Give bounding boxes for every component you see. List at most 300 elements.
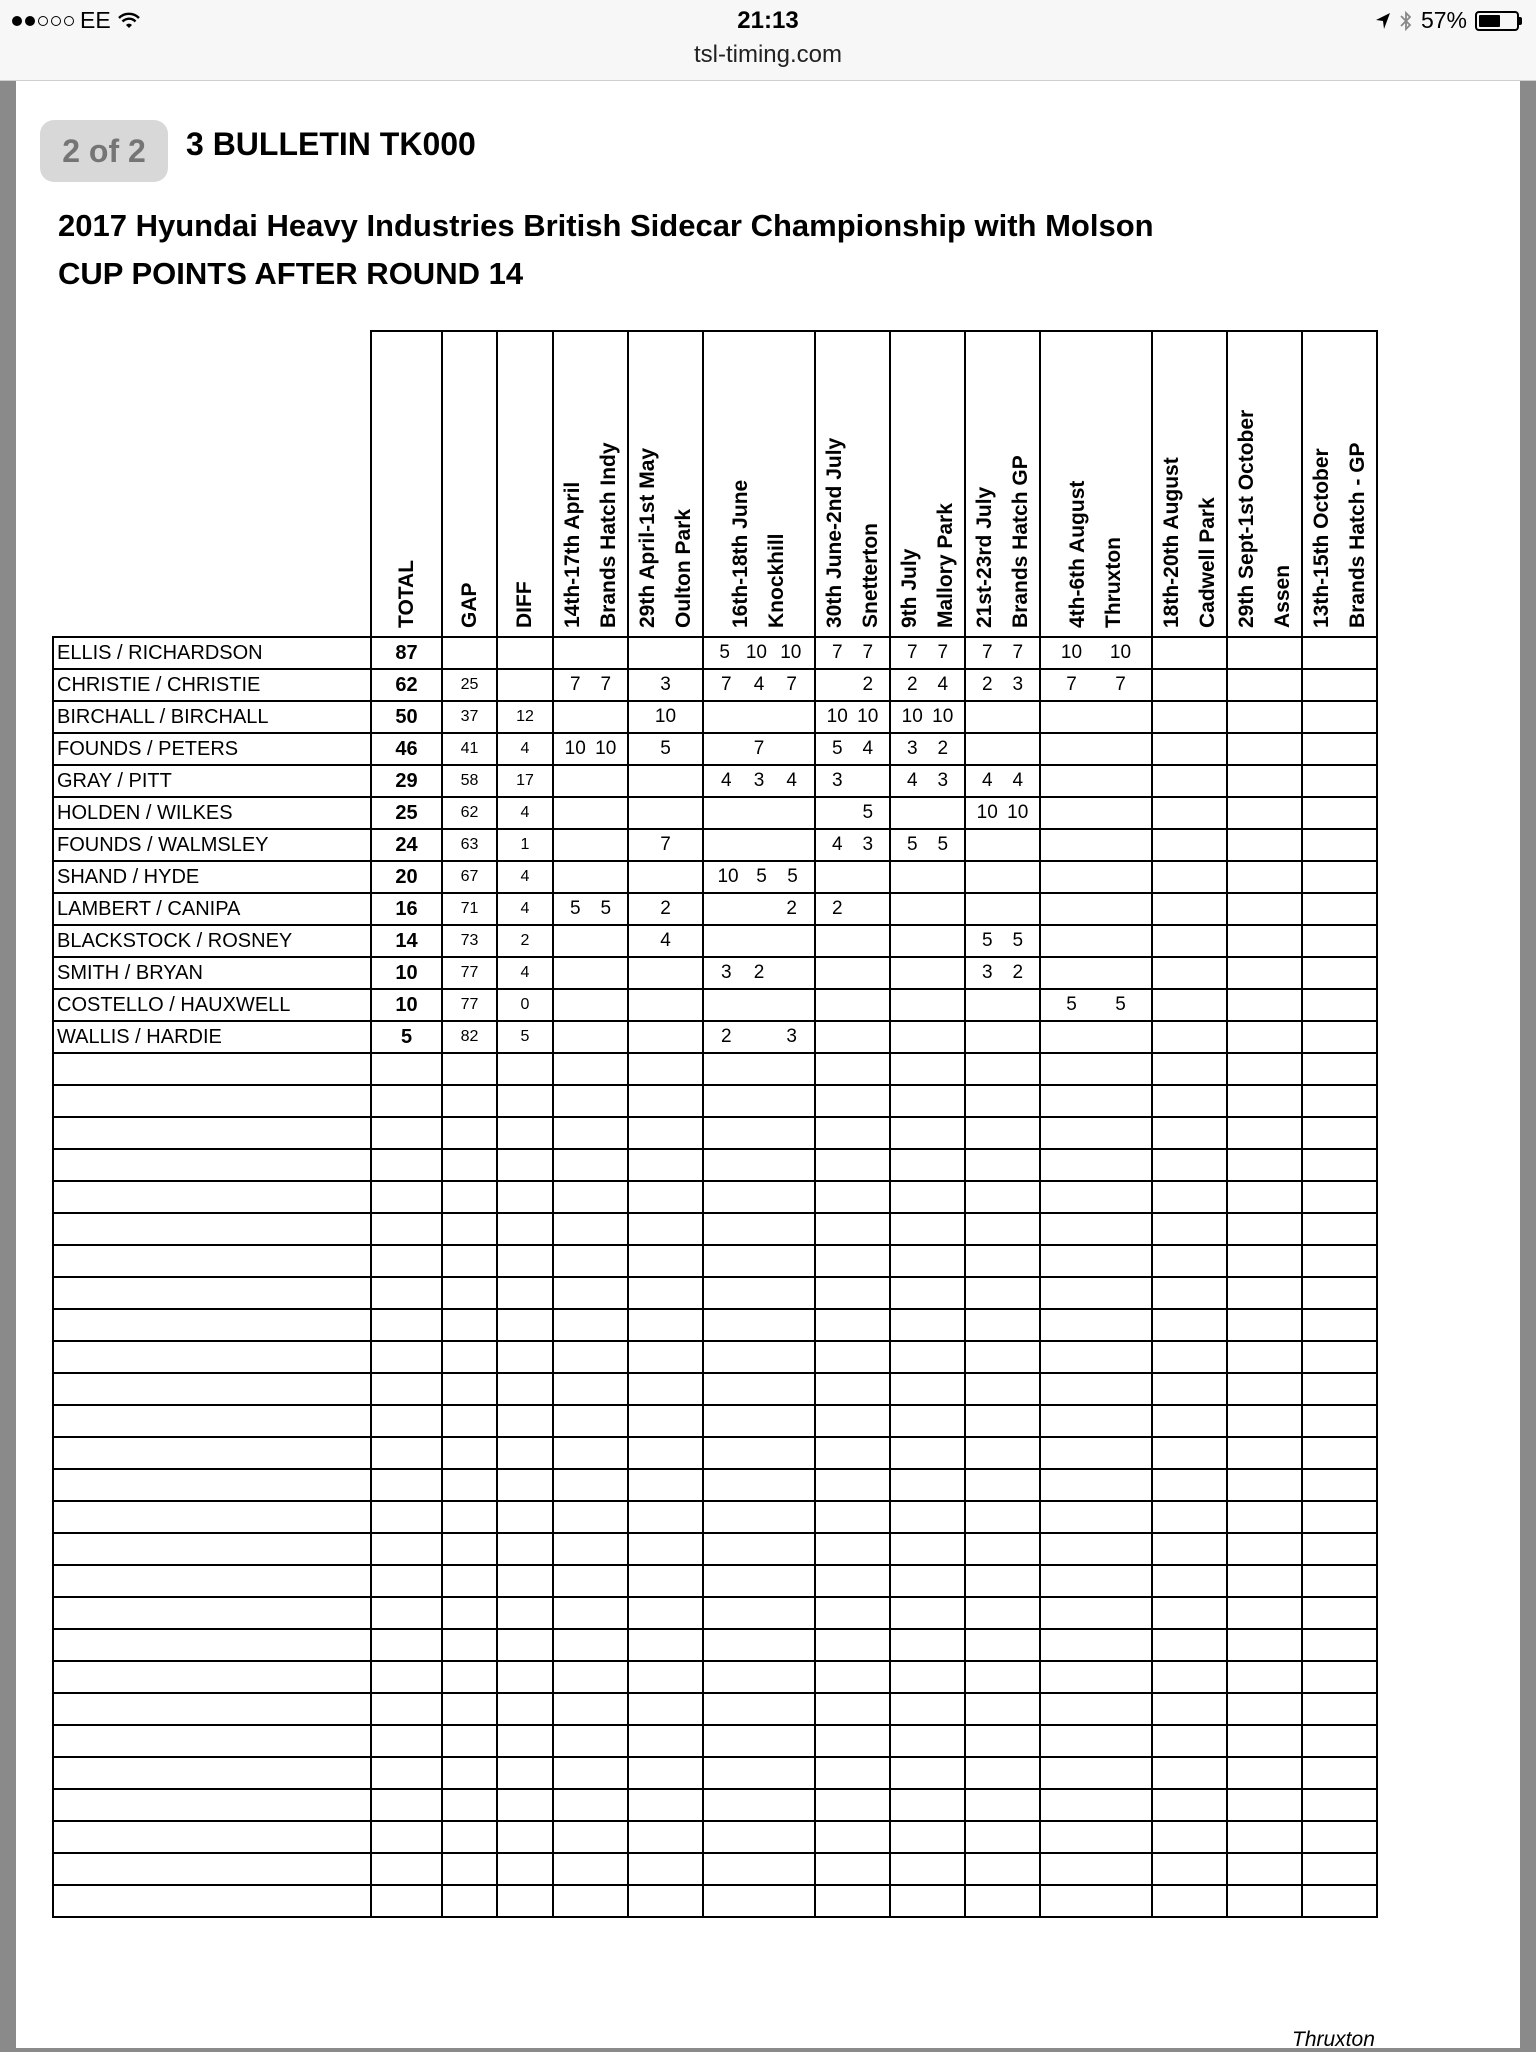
empty-cell — [1152, 1117, 1227, 1149]
gap-value: 77 — [442, 989, 497, 1021]
round-points-cell — [965, 829, 1040, 861]
empty-cell — [1152, 1501, 1227, 1533]
round-points-cell — [628, 1021, 703, 1053]
empty-cell — [890, 1309, 965, 1341]
empty-cell — [553, 1053, 628, 1085]
empty-cell — [890, 1117, 965, 1149]
round-column-header: 29th Sept-1st October Assen — [1227, 331, 1302, 637]
race-points: 10 — [1007, 802, 1029, 823]
empty-cell — [965, 1405, 1040, 1437]
round-points-cell — [890, 701, 965, 733]
round-points-cell — [553, 989, 628, 1021]
round-points-cell — [553, 861, 628, 893]
empty-table-row — [53, 1117, 1377, 1149]
url-bar[interactable] — [0, 40, 1536, 81]
race-points: 10 — [564, 738, 586, 759]
round-points-cell — [965, 637, 1040, 669]
empty-cell — [1040, 1501, 1152, 1533]
empty-cell — [815, 1053, 890, 1085]
race-points: 3 — [937, 770, 949, 791]
empty-cell — [628, 1405, 703, 1437]
round-column-header: 16th-18th June Knockhill — [703, 331, 815, 637]
empty-cell — [1040, 1469, 1152, 1501]
empty-cell — [628, 1693, 703, 1725]
empty-cell — [53, 1757, 371, 1789]
round-points-cell — [1302, 765, 1377, 797]
empty-cell — [703, 1213, 815, 1245]
race-points: 7 — [786, 674, 797, 695]
empty-cell — [371, 1405, 442, 1437]
round-points-cell — [628, 989, 703, 1021]
empty-cell — [1227, 1213, 1302, 1245]
round-points-cell — [703, 669, 815, 701]
empty-table-row — [53, 1821, 1377, 1853]
empty-cell — [815, 1661, 890, 1693]
diff-value: 17 — [497, 765, 553, 797]
round-points-cell — [1227, 957, 1302, 989]
empty-cell — [53, 1053, 371, 1085]
table-body — [53, 637, 1377, 1917]
round-points-cell — [1040, 1021, 1152, 1053]
empty-cell — [703, 1597, 815, 1629]
race-points: 2 — [862, 674, 874, 695]
empty-cell — [1227, 1309, 1302, 1341]
empty-table-row — [53, 1853, 1377, 1885]
race-points: 4 — [906, 770, 918, 791]
race-points: 3 — [862, 834, 874, 855]
table-row — [53, 925, 1377, 957]
empty-cell — [965, 1629, 1040, 1661]
empty-cell — [1227, 1373, 1302, 1405]
race-points: 5 — [906, 834, 918, 855]
race-points: 3 — [981, 962, 993, 983]
empty-cell — [703, 1821, 815, 1853]
empty-cell — [1152, 1853, 1227, 1885]
empty-cell — [815, 1245, 890, 1277]
round-points-cell — [890, 733, 965, 765]
empty-cell — [497, 1277, 553, 1309]
empty-cell — [553, 1597, 628, 1629]
empty-cell — [53, 1405, 371, 1437]
empty-cell — [1227, 1277, 1302, 1309]
competitor-name: LAMBERT / CANIPA — [53, 893, 371, 925]
empty-cell — [1302, 1789, 1377, 1821]
race-points: 5 — [831, 738, 843, 759]
round-points-cell — [965, 989, 1040, 1021]
empty-cell — [890, 1053, 965, 1085]
empty-cell — [815, 1213, 890, 1245]
race-points: 5 — [719, 642, 730, 663]
race-points: 4 — [1012, 770, 1024, 791]
empty-cell — [1302, 1149, 1377, 1181]
empty-cell — [1227, 1181, 1302, 1213]
empty-cell — [628, 1245, 703, 1277]
race-points: 4 — [786, 770, 797, 791]
round-points-cell — [628, 669, 703, 701]
empty-cell — [1302, 1277, 1377, 1309]
empty-cell — [1302, 1821, 1377, 1853]
race-points: 7 — [721, 674, 732, 695]
round-points-cell — [1040, 701, 1152, 733]
empty-cell — [53, 1565, 371, 1597]
round-points-cell — [628, 797, 703, 829]
round-points-cell — [890, 957, 965, 989]
empty-cell — [1302, 1373, 1377, 1405]
race-points: 10 — [1060, 642, 1083, 663]
empty-table-row — [53, 1245, 1377, 1277]
empty-cell — [1152, 1309, 1227, 1341]
empty-cell — [53, 1181, 371, 1213]
empty-cell — [815, 1117, 890, 1149]
empty-cell — [497, 1853, 553, 1885]
empty-cell — [628, 1373, 703, 1405]
race-points: 2 — [1012, 962, 1024, 983]
round-points-cell — [1302, 637, 1377, 669]
empty-cell — [703, 1693, 815, 1725]
empty-cell — [497, 1533, 553, 1565]
empty-cell — [1152, 1789, 1227, 1821]
battery-fill — [1479, 15, 1500, 27]
round-points-cell — [1302, 893, 1377, 925]
round-points-cell — [628, 637, 703, 669]
empty-cell — [890, 1661, 965, 1693]
gap-value: 67 — [442, 861, 497, 893]
empty-cell — [53, 1885, 371, 1917]
empty-cell — [965, 1693, 1040, 1725]
diff-value — [497, 637, 553, 669]
empty-cell — [890, 1277, 965, 1309]
round-points-cell — [890, 669, 965, 701]
empty-cell — [815, 1309, 890, 1341]
empty-cell — [497, 1597, 553, 1629]
empty-cell — [703, 1085, 815, 1117]
race-points: 7 — [1066, 674, 1077, 695]
empty-cell — [815, 1437, 890, 1469]
empty-cell — [965, 1277, 1040, 1309]
round-points-cell — [1302, 829, 1377, 861]
empty-cell — [703, 1629, 815, 1661]
diff-column-header: DIFF — [497, 331, 553, 637]
empty-table-row — [53, 1405, 1377, 1437]
empty-cell — [703, 1341, 815, 1373]
race-points — [751, 898, 767, 920]
empty-cell — [1152, 1821, 1227, 1853]
empty-cell — [703, 1853, 815, 1885]
empty-cell — [965, 1789, 1040, 1821]
race-points — [860, 770, 876, 792]
race-points: 7 — [569, 674, 581, 695]
round-points-cell — [1040, 829, 1152, 861]
empty-cell — [53, 1789, 371, 1821]
empty-cell — [497, 1789, 553, 1821]
empty-cell — [553, 1085, 628, 1117]
empty-cell — [1152, 1437, 1227, 1469]
empty-cell — [53, 1629, 371, 1661]
empty-cell — [497, 1117, 553, 1149]
race-points: 10 — [826, 706, 848, 727]
diff-value: 4 — [497, 733, 553, 765]
round-points-cell — [1152, 701, 1227, 733]
diff-value: 2 — [497, 925, 553, 957]
empty-cell — [1152, 1597, 1227, 1629]
empty-table-row — [53, 1725, 1377, 1757]
empty-cell — [1040, 1885, 1152, 1917]
round-points-cell — [890, 989, 965, 1021]
empty-cell — [442, 1789, 497, 1821]
round-points-cell — [1227, 861, 1302, 893]
round-points-cell — [815, 733, 890, 765]
empty-cell — [1040, 1309, 1152, 1341]
empty-table-row — [53, 1501, 1377, 1533]
empty-cell — [628, 1181, 703, 1213]
empty-cell — [1152, 1725, 1227, 1757]
empty-cell — [442, 1533, 497, 1565]
empty-cell — [1152, 1213, 1227, 1245]
empty-cell — [1040, 1181, 1152, 1213]
round-points-cell — [1227, 1021, 1302, 1053]
round-points-cell — [1227, 925, 1302, 957]
empty-cell — [497, 1053, 553, 1085]
empty-cell — [442, 1725, 497, 1757]
empty-table-row — [53, 1533, 1377, 1565]
empty-cell — [815, 1373, 890, 1405]
empty-cell — [1152, 1469, 1227, 1501]
empty-cell — [497, 1245, 553, 1277]
race-points — [829, 674, 845, 696]
empty-cell — [890, 1693, 965, 1725]
empty-cell — [1302, 1437, 1377, 1469]
empty-cell — [1227, 1053, 1302, 1085]
empty-cell — [703, 1117, 815, 1149]
empty-cell — [1040, 1149, 1152, 1181]
round-points-cell — [1152, 1021, 1227, 1053]
empty-cell — [1302, 1565, 1377, 1597]
empty-cell — [1302, 1533, 1377, 1565]
round-points-cell — [1152, 765, 1227, 797]
round-points-cell — [815, 637, 890, 669]
empty-cell — [371, 1693, 442, 1725]
empty-cell — [497, 1629, 553, 1661]
round-points-cell — [553, 765, 628, 797]
round-points-cell — [965, 669, 1040, 701]
empty-cell — [815, 1789, 890, 1821]
empty-cell — [628, 1821, 703, 1853]
empty-cell — [1302, 1341, 1377, 1373]
round-points-cell — [703, 925, 815, 957]
competitor-name: SHAND / HYDE — [53, 861, 371, 893]
page-count-badge: 2 of 2 — [40, 120, 168, 182]
empty-cell — [1227, 1661, 1302, 1693]
round-points-cell — [1040, 893, 1152, 925]
race-points: 5 — [1012, 930, 1024, 951]
empty-cell — [1227, 1757, 1302, 1789]
race-points: 10 — [780, 642, 802, 663]
diff-value: 5 — [497, 1021, 553, 1053]
empty-cell — [628, 1501, 703, 1533]
empty-cell — [442, 1437, 497, 1469]
empty-cell — [703, 1757, 815, 1789]
empty-table-row — [53, 1373, 1377, 1405]
race-points: 4 — [753, 674, 765, 695]
diff-value: 1 — [497, 829, 553, 861]
empty-cell — [890, 1885, 965, 1917]
round-points-cell — [1040, 765, 1152, 797]
race-points: 10 — [745, 642, 767, 663]
empty-cell — [1227, 1565, 1302, 1597]
competitor-name: FOUNDS / WALMSLEY — [53, 829, 371, 861]
race-points: 7 — [862, 642, 874, 663]
round-points-cell — [1302, 957, 1377, 989]
round-points-cell — [553, 669, 628, 701]
race-points: 10 — [1109, 642, 1132, 663]
championship-title: 2017 Hyundai Heavy Industries British Sidecar Championship with Molson — [58, 208, 1154, 243]
race-points: 5 — [1115, 994, 1126, 1015]
empty-cell — [890, 1341, 965, 1373]
empty-table-row — [53, 1789, 1377, 1821]
empty-cell — [628, 1053, 703, 1085]
empty-cell — [553, 1821, 628, 1853]
race-points: 4 — [981, 770, 993, 791]
round-points-cell — [1227, 637, 1302, 669]
race-points: 5 — [756, 866, 767, 887]
total-points: 10 — [371, 957, 442, 989]
total-points: 16 — [371, 893, 442, 925]
empty-cell — [1302, 1629, 1377, 1661]
empty-cell — [628, 1725, 703, 1757]
empty-cell — [497, 1501, 553, 1533]
empty-cell — [442, 1853, 497, 1885]
empty-cell — [1152, 1149, 1227, 1181]
round-points-cell — [553, 637, 628, 669]
empty-cell — [703, 1533, 815, 1565]
empty-cell — [815, 1885, 890, 1917]
empty-cell — [442, 1405, 497, 1437]
empty-cell — [890, 1789, 965, 1821]
empty-cell — [1040, 1597, 1152, 1629]
empty-cell — [553, 1501, 628, 1533]
table-row — [53, 957, 1377, 989]
bulletin-title: 3 BULLETIN TK000 — [186, 126, 476, 162]
empty-cell — [1302, 1085, 1377, 1117]
round-points-cell — [1152, 861, 1227, 893]
round-points-cell — [703, 765, 815, 797]
empty-cell — [371, 1309, 442, 1341]
diff-value: 12 — [497, 701, 553, 733]
cup-points-table — [52, 330, 1378, 1918]
empty-cell — [1302, 1853, 1377, 1885]
competitor-name: HOLDEN / WILKES — [53, 797, 371, 829]
empty-cell — [553, 1213, 628, 1245]
diff-value — [497, 669, 553, 701]
empty-cell — [1152, 1277, 1227, 1309]
round-column-header: 13th-15th October Brands Hatch - GP — [1302, 331, 1377, 637]
empty-cell — [890, 1373, 965, 1405]
race-points: 7 — [1012, 642, 1024, 663]
table-row — [53, 1021, 1377, 1053]
empty-cell — [1227, 1341, 1302, 1373]
round-points-cell — [965, 893, 1040, 925]
race-points: 3 — [721, 962, 732, 983]
empty-cell — [703, 1725, 815, 1757]
empty-cell — [1152, 1181, 1227, 1213]
empty-table-row — [53, 1309, 1377, 1341]
empty-cell — [371, 1213, 442, 1245]
empty-cell — [553, 1181, 628, 1213]
round-points-cell — [703, 989, 815, 1021]
round-points-cell — [1152, 637, 1227, 669]
round-column-header: 4th-6th August Thruxton — [1040, 331, 1152, 637]
empty-cell — [497, 1757, 553, 1789]
empty-cell — [371, 1341, 442, 1373]
empty-cell — [628, 1085, 703, 1117]
empty-cell — [442, 1213, 497, 1245]
table-row — [53, 669, 1377, 701]
race-points: 5 — [1066, 994, 1077, 1015]
empty-cell — [628, 1213, 703, 1245]
round-points-cell — [1302, 925, 1377, 957]
empty-table-row — [53, 1149, 1377, 1181]
round-column-header: 29th April-1st May Oulton Park — [628, 331, 703, 637]
empty-cell — [1302, 1757, 1377, 1789]
empty-table-row — [53, 1469, 1377, 1501]
empty-table-row — [53, 1277, 1377, 1309]
table-row — [53, 733, 1377, 765]
empty-cell — [815, 1341, 890, 1373]
empty-cell — [890, 1181, 965, 1213]
round-points-cell — [965, 701, 1040, 733]
empty-cell — [628, 1533, 703, 1565]
empty-cell — [1152, 1757, 1227, 1789]
empty-cell — [371, 1277, 442, 1309]
empty-cell — [815, 1501, 890, 1533]
empty-cell — [628, 1309, 703, 1341]
name-column-header — [53, 331, 371, 637]
race-points: 2 — [937, 738, 949, 759]
empty-cell — [1302, 1245, 1377, 1277]
empty-cell — [890, 1853, 965, 1885]
round-points-cell — [1227, 765, 1302, 797]
empty-cell — [497, 1693, 553, 1725]
empty-cell — [53, 1149, 371, 1181]
empty-cell — [1152, 1693, 1227, 1725]
battery-icon — [1475, 11, 1519, 31]
empty-cell — [553, 1373, 628, 1405]
empty-cell — [553, 1693, 628, 1725]
empty-cell — [628, 1277, 703, 1309]
empty-cell — [890, 1533, 965, 1565]
round-points-cell — [628, 829, 703, 861]
competitor-name: COSTELLO / HAUXWELL — [53, 989, 371, 1021]
empty-cell — [53, 1085, 371, 1117]
round-points-cell — [1152, 733, 1227, 765]
race-points: 5 — [981, 930, 993, 951]
round-points-cell — [965, 861, 1040, 893]
round-points-cell — [890, 765, 965, 797]
empty-cell — [890, 1501, 965, 1533]
url-domain[interactable]: tsl-timing.com — [693, 41, 843, 68]
gap-value — [442, 637, 497, 669]
empty-cell — [1040, 1661, 1152, 1693]
round-points-cell — [1302, 1021, 1377, 1053]
competitor-name: GRAY / PITT — [53, 765, 371, 797]
empty-cell — [1302, 1213, 1377, 1245]
round-points-cell — [890, 637, 965, 669]
round-points-cell — [628, 733, 703, 765]
empty-cell — [553, 1565, 628, 1597]
empty-cell — [497, 1885, 553, 1917]
round-points-cell — [1040, 797, 1152, 829]
round-points-cell — [1302, 669, 1377, 701]
